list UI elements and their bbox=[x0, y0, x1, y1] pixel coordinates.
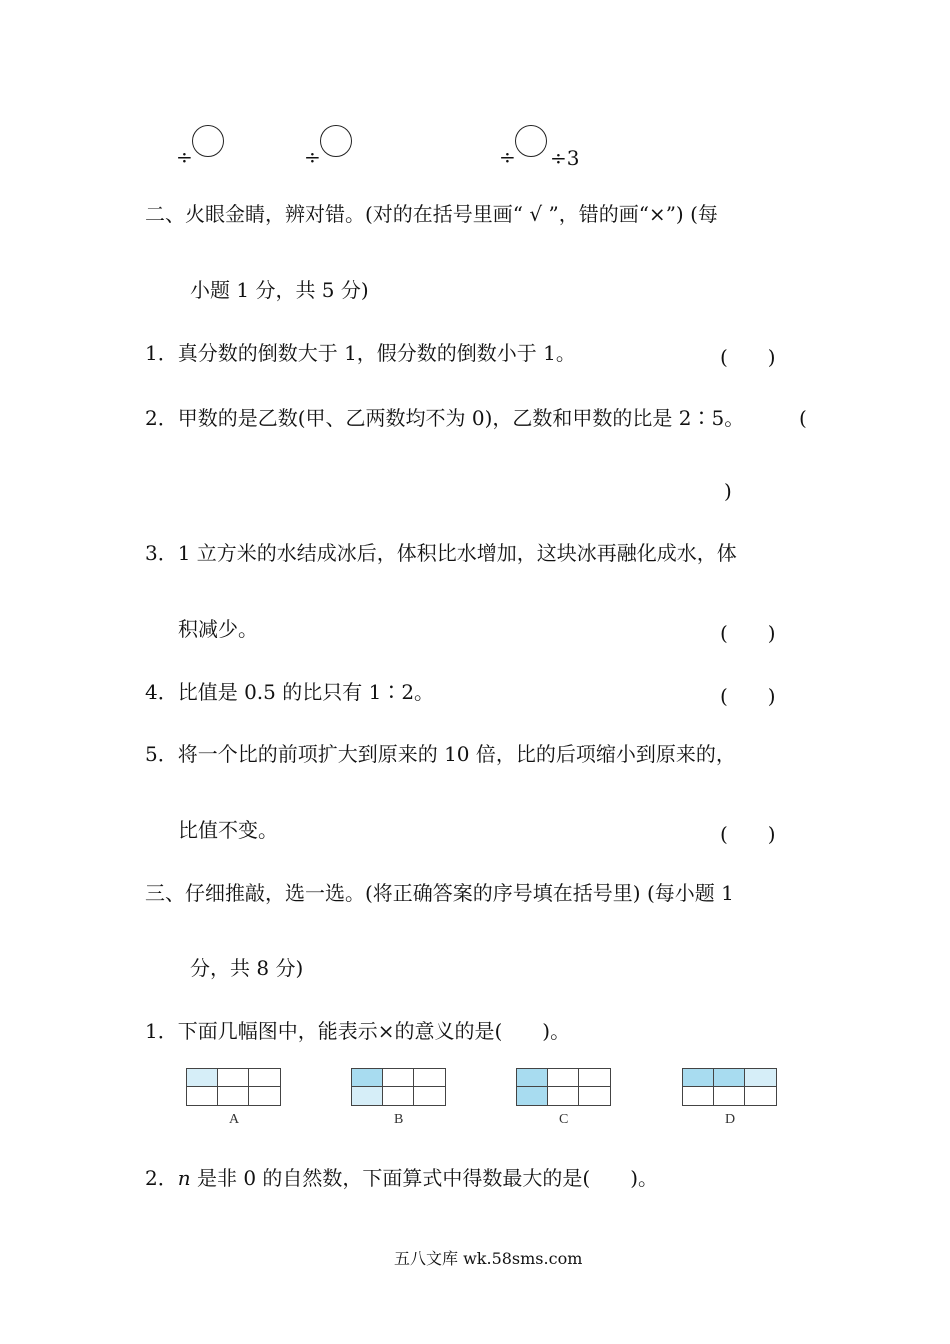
s3-question-1: 1．下面几幅图中，能表示×的意义的是( )。 bbox=[145, 1019, 571, 1043]
s3-question-2 bbox=[145, 1166, 658, 1190]
s2-answer-paren-2-open[interactable]: ( bbox=[799, 406, 807, 430]
divide-sign-2: ÷ bbox=[304, 145, 321, 169]
s2-answer-paren-4[interactable]: ( ) bbox=[720, 684, 776, 708]
grid-cell bbox=[548, 1087, 579, 1105]
grid-cell bbox=[683, 1069, 714, 1087]
s2-answer-paren-2-close[interactable]: ) bbox=[724, 479, 732, 503]
variable-n: n bbox=[177, 1166, 191, 1190]
option-a-label: A bbox=[229, 1112, 240, 1127]
grid-cell bbox=[745, 1069, 776, 1087]
answer-circle-1[interactable] bbox=[192, 125, 224, 157]
grid-cell bbox=[352, 1087, 383, 1105]
option-b-label: B bbox=[394, 1112, 404, 1127]
divide-sign-3: ÷ bbox=[499, 145, 516, 169]
grid-cell bbox=[187, 1069, 218, 1087]
grid-cell bbox=[218, 1087, 249, 1105]
question-number: 2． bbox=[145, 1166, 178, 1190]
grid-cell bbox=[683, 1087, 714, 1105]
divide-by-three: ÷3 bbox=[550, 146, 580, 170]
divide-sign-1: ÷ bbox=[176, 145, 193, 169]
s2-answer-paren-1[interactable]: ( ) bbox=[720, 345, 776, 369]
grid-cell bbox=[218, 1069, 249, 1087]
s2-question-2: 2．甲数的是乙数(甲、乙两数均不为 0)，乙数和甲数的比是 2∶5。 bbox=[145, 406, 745, 430]
section2-title-line2: 小题 1 分，共 5 分) bbox=[190, 278, 369, 302]
answer-circle-3[interactable] bbox=[515, 125, 547, 157]
grid-cell bbox=[187, 1087, 218, 1105]
footer-watermark: 五八文库 wk.58sms.com bbox=[394, 1249, 583, 1268]
grid-cell bbox=[414, 1069, 445, 1087]
grid-cell bbox=[249, 1069, 280, 1087]
section3-title-line2: 分，共 8 分) bbox=[190, 956, 304, 980]
grid-cell bbox=[383, 1069, 414, 1087]
option-d-figure[interactable] bbox=[682, 1068, 777, 1106]
grid-cell bbox=[714, 1087, 745, 1105]
grid-cell bbox=[579, 1069, 610, 1087]
grid-cell bbox=[745, 1087, 776, 1105]
s2-question-4: 4．比值是 0.5 的比只有 1∶2。 bbox=[145, 680, 435, 704]
option-a-figure[interactable] bbox=[186, 1068, 281, 1106]
option-d-label: D bbox=[725, 1112, 736, 1127]
s2-question-5-line1: 5．将一个比的前项扩大到原来的 10 倍，比的后项缩小到原来的， bbox=[145, 742, 736, 766]
grid-cell bbox=[414, 1087, 445, 1105]
question-text: 是非 0 的自然数，下面算式中得数最大的是( )。 bbox=[190, 1166, 659, 1190]
grid-cell bbox=[548, 1069, 579, 1087]
option-c-label: C bbox=[559, 1112, 569, 1127]
grid-cell bbox=[383, 1087, 414, 1105]
grid-cell bbox=[579, 1087, 610, 1105]
option-c-figure[interactable] bbox=[516, 1068, 611, 1106]
section3-title-line1: 三、仔细推敲，选一选。(将正确答案的序号填在括号里) (每小题 1 bbox=[145, 881, 734, 905]
section2-title-line1: 二、火眼金睛，辨对错。(对的在括号里画“ √ ”，错的画“×”) (每 bbox=[145, 202, 718, 226]
grid-cell bbox=[352, 1069, 383, 1087]
grid-cell bbox=[517, 1087, 548, 1105]
s2-answer-paren-3[interactable]: ( ) bbox=[720, 621, 776, 645]
answer-circle-2[interactable] bbox=[320, 125, 352, 157]
s2-question-5-line2: 比值不变。 bbox=[178, 818, 278, 842]
grid-cell bbox=[517, 1069, 548, 1087]
s2-answer-paren-5[interactable]: ( ) bbox=[720, 822, 776, 846]
grid-cell bbox=[714, 1069, 745, 1087]
s2-question-3-line1: 3．1 立方米的水结成冰后，体积比水增加，这块冰再融化成水，体 bbox=[145, 541, 737, 565]
grid-cell bbox=[249, 1087, 280, 1105]
option-b-figure[interactable] bbox=[351, 1068, 446, 1106]
s2-question-1: 1．真分数的倒数大于 1，假分数的倒数小于 1。 bbox=[145, 341, 576, 365]
s2-question-3-line2: 积减少。 bbox=[178, 617, 258, 641]
